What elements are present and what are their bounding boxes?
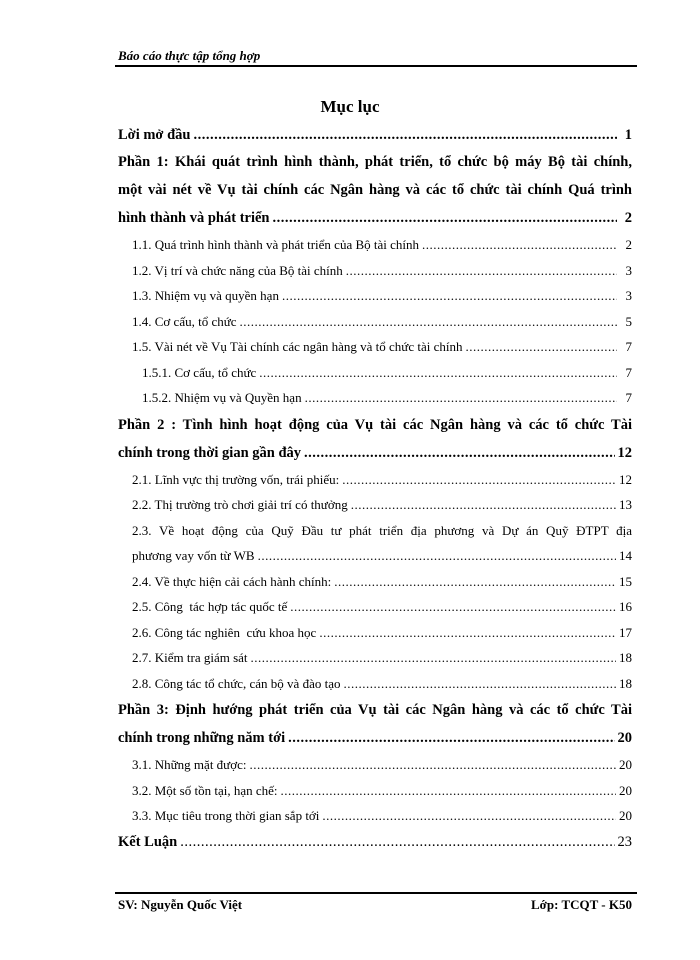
toc-entry-2-7[interactable] — [118, 645, 632, 671]
dot-leader — [343, 671, 616, 697]
toc-entry-title: 1.5.2. Nhiệm vụ và Quyền hạn — [142, 390, 302, 405]
toc-entry-title: Lời mở đầu — [118, 127, 191, 143]
toc-page-number: 15 — [619, 573, 632, 589]
toc-entry-title: 1.5.1. Cơ cấu, tổ chức — [142, 364, 257, 380]
dot-leader — [304, 439, 614, 467]
toc-page-number: 5 — [625, 313, 632, 329]
toc-entry-title: 3.3. Mục tiêu trong thời gian sắp tới — [132, 808, 320, 823]
toc-entry-1-4[interactable] — [118, 309, 632, 335]
toc-entry-title: 2.5. Công tác hợp tác quốc tế — [132, 599, 288, 614]
toc-entry-phan-1[interactable] — [118, 148, 632, 232]
toc-page-number: 18 — [619, 650, 632, 665]
toc-entry-line: 2.3. Về hoạt động của Quỹ Đầu tư phát triển địa phương và Dự án Quỹ ĐTPT địa — [132, 522, 632, 538]
toc-entry-1-3[interactable] — [118, 283, 632, 309]
dot-leader — [466, 334, 617, 360]
toc-page-number: 20 — [619, 808, 632, 823]
toc-page-number: 13 — [619, 497, 632, 512]
dot-leader — [319, 620, 616, 646]
dot-leader — [259, 360, 617, 386]
toc-page-number: 12 — [617, 444, 632, 461]
toc-page-number: 1 — [624, 127, 632, 143]
dot-leader — [342, 467, 616, 493]
dot-leader — [334, 569, 616, 595]
toc-page-number: 12 — [619, 471, 632, 487]
dot-leader — [193, 122, 617, 148]
toc-entry-phan-3[interactable] — [118, 696, 632, 752]
toc-page-number: 20 — [619, 757, 632, 772]
toc-entry-title: 2.1. Lĩnh vực thị trường vốn, trái phiếu: — [132, 471, 340, 487]
dot-leader — [288, 724, 614, 752]
toc-entry-1-5-2[interactable] — [118, 385, 632, 411]
toc-entry-2-6[interactable] — [118, 620, 632, 646]
toc-entry-last-line — [118, 439, 632, 467]
dot-leader — [281, 778, 616, 804]
toc-entry-title: 2.2. Thị trường trò chơi giải trí có thưởng — [132, 497, 348, 512]
toc-title: Mục lục — [320, 97, 380, 116]
dot-leader — [322, 803, 616, 829]
dot-leader — [180, 829, 614, 855]
toc-page-number: 14 — [619, 548, 632, 563]
toc-page-number: 7 — [625, 339, 632, 354]
table-of-contents — [118, 122, 632, 855]
toc-entry-title: 2.4. Về thực hiện cải cách hành chính: — [132, 573, 332, 589]
toc-page-number: 20 — [617, 730, 632, 746]
dot-leader — [346, 258, 617, 284]
toc-page-number: 2 — [625, 237, 632, 252]
toc-entry-loi-mo-dau[interactable] — [118, 122, 632, 148]
toc-entry-phan-2[interactable] — [118, 411, 632, 467]
toc-entry-3-3[interactable] — [118, 803, 632, 829]
toc-entry-last-line — [132, 543, 632, 569]
toc-entry-title: 3.2. Một số tồn tại, hạn chế: — [132, 782, 278, 798]
header-title: Báo cáo thực tập tổng hợp — [118, 48, 261, 63]
toc-page-number: 18 — [619, 675, 632, 691]
toc-entry-title: 3.1. Những mặt được: — [132, 757, 247, 772]
toc-page-number: 16 — [619, 599, 632, 614]
toc-page-number: 3 — [625, 262, 632, 278]
toc-entry-1-5[interactable] — [118, 334, 632, 360]
dot-leader — [273, 204, 618, 232]
toc-entry-title: 2.8. Công tác tổ chức, cán bộ và đào tạo — [132, 675, 341, 691]
toc-entry-title: chính trong thời gian gần đây — [118, 444, 302, 461]
toc-entry-title: 1.4. Cơ cấu, tổ chức — [132, 313, 237, 329]
toc-entry-line: Phần 3: Định hướng phát triển của Vụ tài các Ngân hàng và các tổ chức Tài — [118, 702, 632, 718]
dot-leader — [305, 385, 617, 411]
dot-leader — [290, 594, 616, 620]
dot-leader — [240, 309, 617, 335]
dot-leader — [251, 645, 616, 671]
dot-leader — [422, 232, 617, 258]
toc-entry-2-3[interactable] — [118, 518, 632, 569]
toc-page-number: 17 — [619, 624, 632, 640]
dot-leader — [351, 492, 616, 518]
toc-entry-1-2[interactable] — [118, 258, 632, 284]
toc-entry-title: 1.3. Nhiệm vụ và quyền hạn — [132, 288, 279, 303]
toc-entry-title: Kết Luận — [118, 833, 178, 850]
toc-entry-2-2[interactable] — [118, 492, 632, 518]
toc-page-number: 7 — [625, 390, 632, 405]
toc-page-number: 23 — [617, 833, 632, 850]
toc-entry-title: 1.2. Vị trí và chức năng của Bộ tài chính — [132, 262, 343, 278]
dot-leader — [258, 543, 616, 569]
toc-entry-2-4[interactable] — [118, 569, 632, 595]
toc-entry-ket-luan[interactable] — [118, 829, 632, 855]
dot-leader — [282, 283, 617, 309]
toc-entry-last-line — [118, 204, 632, 232]
toc-entry-2-8[interactable] — [118, 671, 632, 697]
toc-page-number: 3 — [625, 288, 632, 303]
toc-entry-line: một vài nét về Vụ tài chính các Ngân hàng và các tổ chức tài chính Quá trình — [118, 182, 632, 198]
toc-entry-title: 1.5. Vài nét về Vụ Tài chính các ngân hàng và tổ chức tài chính — [132, 339, 463, 354]
toc-entry-title: 2.6. Công tác nghiên cứu khoa học — [132, 624, 317, 640]
toc-entry-title: hình thành và phát triển — [118, 210, 270, 226]
toc-entry-3-2[interactable] — [118, 778, 632, 804]
toc-entry-title: 2.7. Kiểm tra giám sát — [132, 650, 248, 665]
header-divider — [115, 65, 637, 67]
footer-divider — [115, 892, 637, 894]
footer-class: Lớp: TCQT - K50 — [531, 897, 632, 912]
toc-entry-2-1[interactable] — [118, 467, 632, 493]
toc-entry-last-line — [118, 724, 632, 752]
toc-entry-3-1[interactable] — [118, 752, 632, 778]
dot-leader — [249, 752, 616, 778]
toc-page-number: 20 — [619, 782, 632, 798]
toc-entry-line: Phần 1: Khái quát trình hình thành, phát triển, tổ chức bộ máy Bộ tài chính, — [118, 154, 632, 170]
toc-entry-line: Phần 2 : Tình hình hoạt động của Vụ tài các Ngân hàng và các tổ chức Tài — [118, 416, 632, 433]
toc-entry-1-5-1[interactable] — [118, 360, 632, 386]
toc-entry-title: phương vay vốn từ WB — [132, 548, 255, 563]
toc-entry-2-5[interactable] — [118, 594, 632, 620]
toc-page-number: 2 — [624, 210, 632, 226]
toc-entry-title: chính trong những năm tới — [118, 730, 286, 746]
toc-entry-title: 1.1. Quá trình hình thành và phát triển của Bộ tài chính — [132, 237, 420, 252]
footer-student: SV: Nguyễn Quốc Việt — [118, 897, 243, 912]
toc-page-number: 7 — [625, 364, 632, 380]
toc-entry-1-1[interactable] — [118, 232, 632, 258]
